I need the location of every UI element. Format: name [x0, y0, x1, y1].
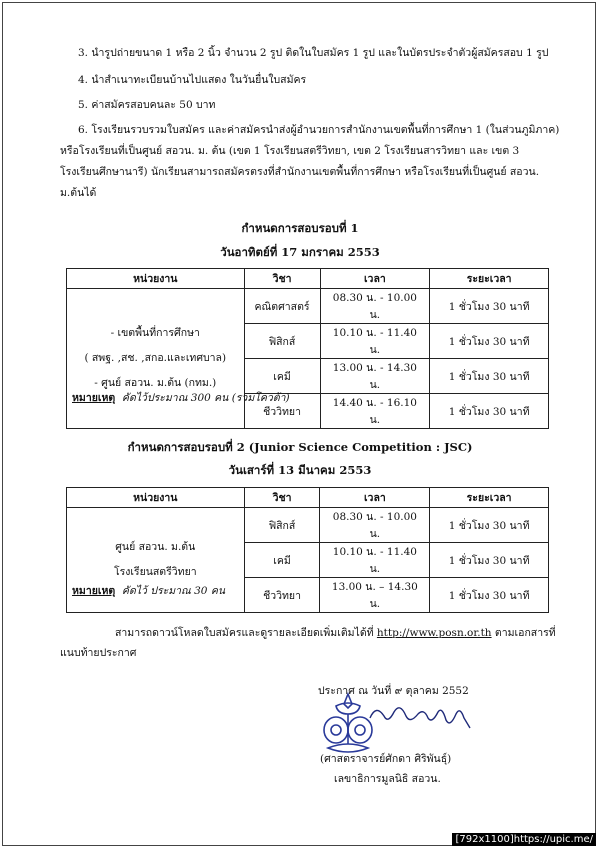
unit-line: - เขตพื้นที่การศึกษา — [110, 327, 200, 339]
time-cell: 08.30 น. - 10.00 น. — [320, 289, 430, 324]
signer-position: เลขาธิการมูลนิธิ สอวน. — [334, 773, 441, 785]
unit-line: - ศูนย์ สอวน. ม.ต้น (กทม.) — [94, 377, 217, 389]
header-unit: หน่วยงาน — [67, 269, 245, 289]
header-duration: ระยะเวลา — [430, 488, 549, 508]
note-text: คัดไว้ประมาณ 300 คน (รวมโควต้า) — [121, 392, 290, 404]
time-cell: 08.30 น. - 10.00 น. — [320, 508, 430, 543]
unit-line: ( สพฐ. ,สช. ,สกอ.และเทศบาล) — [84, 352, 227, 364]
item-6-line-1: 6. โรงเรียนรวบรวมใบสมัคร และค่าสมัครนำส่งผู้อำนวยการสำนักงานเขตพื้นที่การศึกษา 1 (ในส่วนภูมิภาค) — [78, 124, 560, 136]
subject-cell: ฟิสิกส์ — [244, 324, 320, 359]
round2-date: วันเสาร์ที่ 13 มีนาคม 2553 — [228, 463, 372, 477]
round1-unit-cell — [67, 289, 245, 429]
item-4: 4. นำสำเนาทะเบียนบ้านไปแสดง ในวันยื่นใบสมัคร — [78, 74, 307, 86]
header-time: เวลา — [320, 488, 430, 508]
round1-date: วันอาทิตย์ที่ 17 มกราคม 2553 — [220, 245, 380, 259]
table-row — [67, 508, 549, 543]
item-3: 3. นำรูปถ่ายขนาด 1 หรือ 2 นิ้ว จำนวน 2 รูป ติดในใบสมัคร 1 รูป และในบัตรประจำตัวผู้สมัครสอบ 1 รูป — [78, 47, 549, 59]
watermark-label: [792x1100]https://upic.me/ — [452, 833, 596, 846]
header-duration: ระยะเวลา — [430, 269, 549, 289]
subject-cell: ฟิสิกส์ — [244, 508, 320, 543]
header-subject: วิชา — [244, 488, 320, 508]
duration-cell: 1 ชั่วโมง 30 นาที — [430, 324, 549, 359]
item-5: 5. ค่าสมัครสอบคนละ 50 บาท — [78, 99, 216, 111]
round2-title: กำหนดการสอบรอบที่ 2 (Junior Science Competition : JSC) — [127, 440, 473, 454]
unit-line: ศูนย์ สอวน. ม.ต้น — [115, 541, 196, 553]
note-label: หมายเหตุ — [72, 585, 116, 597]
duration-cell: 1 ชั่วโมง 30 นาที — [430, 289, 549, 324]
duration-cell: 1 ชั่วโมง 30 นาที — [430, 578, 549, 613]
table-row — [67, 289, 549, 324]
round1-title: กำหนดการสอบรอบที่ 1 — [241, 221, 359, 235]
unit-line: โรงเรียนสตรีวิทยา — [113, 566, 197, 578]
duration-cell: 1 ชั่วโมง 30 นาที — [430, 394, 549, 429]
note-text: คัดไว้ ประมาณ 30 คน — [121, 585, 226, 597]
signer-name: (ศาสตราจารย์ศักดา ศิริพันธุ์) — [320, 753, 452, 765]
subject-cell: ชีววิทยา — [244, 394, 320, 429]
download-suffix: ตามเอกสารที่ — [494, 627, 556, 639]
item-6-line-2: หรือโรงเรียนที่เป็นศูนย์ สอวน. ม. ต้น (เขต 1 โรงเรียนสตรีวิทยา, เขต 2 โรงเรียนสารวิทยา และ เขต 3 — [60, 145, 520, 157]
item-6-line-3: โรงเรียนศึกษานารี) นักเรียนสามารถสมัครตรงที่สำนักงานเขตพื้นที่การศึกษา หรือโรงเรียนที่เป็นศูนย์ สอวน. — [60, 166, 540, 178]
download-prefix: สามารถดาวน์โหลดใบสมัครและดูรายละเอียดเพิ่มเติมได้ที่ — [115, 627, 374, 639]
item-6-line-4: ม.ต้นได้ — [60, 187, 97, 199]
duration-cell: 1 ชั่วโมง 30 นาที — [430, 359, 549, 394]
header-time: เวลา — [320, 269, 430, 289]
duration-cell: 1 ชั่วโมง 30 นาที — [430, 543, 549, 578]
handwritten-signature — [366, 698, 476, 732]
note-label: หมายเหตุ — [72, 392, 116, 404]
time-cell: 10.10 น. - 11.40 น. — [320, 324, 430, 359]
subject-cell: คณิตศาสตร์ — [244, 289, 320, 324]
website-link[interactable]: http://www.posn.or.th — [376, 627, 492, 639]
round2-header-row — [67, 488, 549, 508]
duration-cell: 1 ชั่วโมง 30 นาที — [430, 508, 549, 543]
subject-cell: เคมี — [244, 359, 320, 394]
download-line-1 — [115, 626, 556, 641]
download-line-2: แนบท้ายประกาศ — [60, 647, 137, 659]
time-cell: 13.00 น. - 14.30 น. — [320, 359, 430, 394]
round2-note — [72, 584, 225, 599]
subject-cell: เคมี — [244, 543, 320, 578]
time-cell: 13.00 น. – 14.30 น. — [320, 578, 430, 613]
header-unit: หน่วยงาน — [67, 488, 245, 508]
announce-date: ประกาศ ณ วันที่ ๙ ตุลาคม 2552 — [318, 685, 469, 697]
header-subject: วิชา — [244, 269, 320, 289]
subject-cell: ชีววิทยา — [244, 578, 320, 613]
round1-note — [72, 391, 290, 406]
time-cell: 10.10 น. - 11.40 น. — [320, 543, 430, 578]
time-cell: 14.40 น. - 16.10 น. — [320, 394, 430, 429]
round1-header-row — [67, 269, 549, 289]
